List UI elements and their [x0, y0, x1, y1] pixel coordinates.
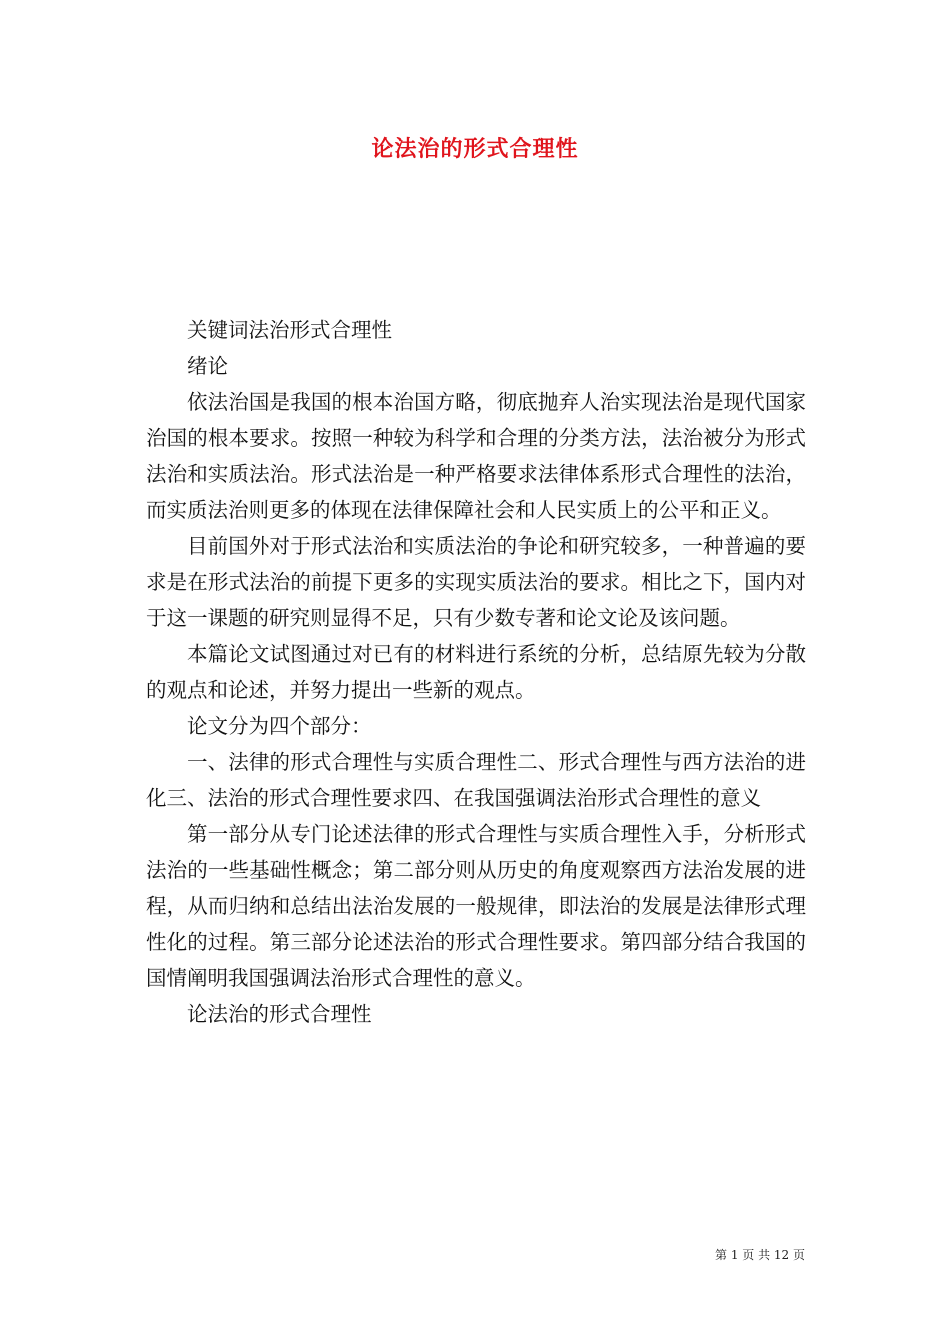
page-number: 第 1 页 共 12 页: [715, 1248, 805, 1262]
body-paragraph: 本篇论文试图通过对已有的材料进行系统的分析，总结原先较为分散的观点和论述，并努力提出一些新的观点。: [146, 642, 806, 702]
introduction-heading: 绪论: [187, 354, 228, 378]
document-title: 论法治的形式合理性: [371, 136, 579, 162]
body-paragraph: 第一部分从专门论述法律的形式合理性与实质合理性入手，分析形式法治的一些基础性概念；第二部分则从历史的角度观察西方法治发展的进程，从而归纳和总结出法治发展的一般规律，即法治的发展是法律形式理性化的过程。第三部分论述法治的形式合理性要求。第四部分结合我国的国情阐明我国强调法治形式合理性的意义。: [146, 822, 806, 990]
body-paragraph: 论文分为四个部分：: [187, 714, 372, 738]
body-paragraph: 依法治国是我国的根本治国方略，彻底抛弃人治实现法治是现代国家治国的根本要求。按照一种较为科学和合理的分类方法，法治被分为形式法治和实质法治。形式法治是一种严格要求法律体系形式合理性的法治，而实质法治则更多的体现在法律保障社会和人民实质上的公平和正义。: [146, 390, 806, 522]
document-body: [146, 312, 806, 1032]
section-heading: 论法治的形式合理性: [187, 1002, 372, 1026]
body-paragraph: 目前国外对于形式法治和实质法治的争论和研究较多，一种普遍的要求是在形式法治的前提下更多的实现实质法治的要求。相比之下，国内对于这一课题的研究则显得不足，只有少数专著和论文论及该问题。: [146, 534, 806, 630]
outline-paragraph: 一、法律的形式合理性与实质合理性二、形式合理性与西方法治的进化三、法治的形式合理性要求四、在我国强调法治形式合理性的意义: [146, 750, 806, 810]
keywords-paragraph: 关键词法治形式合理性: [187, 318, 392, 342]
